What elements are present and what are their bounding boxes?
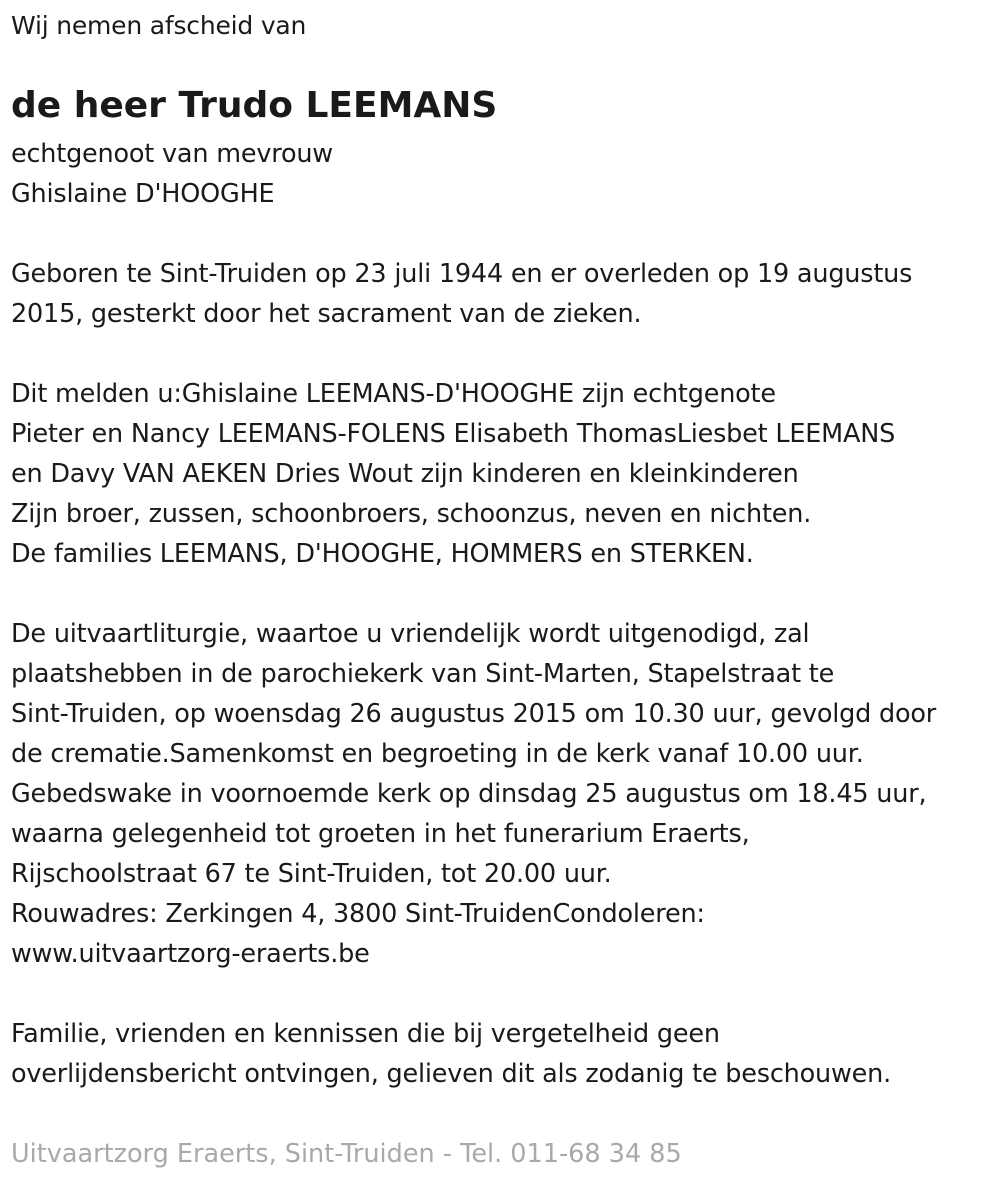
spouse-line: echtgenoot van mevrouw: [11, 139, 333, 169]
announce-line: Dit melden u:Ghislaine LEEMANS-D'HOOGHE zijn echtgenote: [11, 379, 776, 409]
deceased-name: de heer Trudo LEEMANS: [11, 85, 498, 126]
liturgy-line: Rouwadres: Zerkingen 4, 3800 Sint-TruidenCondoleren:: [11, 899, 705, 929]
spouse-block: [11, 134, 333, 214]
family-line: overlijdensbericht ontvingen, gelieven dit als zodanig te beschouwen.: [11, 1059, 892, 1089]
liturgy-block: [11, 614, 936, 974]
birth-line: Geboren te Sint-Truiden op 23 juli 1944 en er overleden op 19 augustus: [11, 259, 913, 289]
liturgy-line: www.uitvaartzorg-eraerts.be: [11, 939, 370, 969]
footer-contact: Uitvaartzorg Eraerts, Sint-Truiden - Tel. 011-68 34 85: [11, 1139, 682, 1169]
liturgy-line: plaatshebben in de parochiekerk van Sint-Marten, Stapelstraat te: [11, 659, 835, 689]
liturgy-line: Gebedswake in voornoemde kerk op dinsdag 25 augustus om 18.45 uur,: [11, 779, 927, 809]
liturgy-line: De uitvaartliturgie, waartoe u vriendelijk wordt uitgenodigd, zal: [11, 619, 810, 649]
spouse-line: Ghislaine D'HOOGHE: [11, 179, 275, 209]
liturgy-line: Rijschoolstraat 67 te Sint-Truiden, tot 20.00 uur.: [11, 859, 612, 889]
announce-line: Pieter en Nancy LEEMANS-FOLENS Elisabeth ThomasLiesbet LEEMANS: [11, 419, 896, 449]
announce-line: Zijn broer, zussen, schoonbroers, schoonzus, neven en nichten.: [11, 499, 812, 529]
family-line: Familie, vrienden en kennissen die bij vergetelheid geen: [11, 1019, 720, 1049]
announce-line: en Davy VAN AEKEN Dries Wout zijn kinderen en kleinkinderen: [11, 459, 799, 489]
family-notice-block: [11, 1014, 891, 1094]
announce-line: De families LEEMANS, D'HOOGHE, HOMMERS en STERKEN.: [11, 539, 754, 569]
liturgy-line: waarna gelegenheid tot groeten in het funerarium Eraerts,: [11, 819, 750, 849]
liturgy-line: Sint-Truiden, op woensdag 26 augustus 2015 om 10.30 uur, gevolgd door: [11, 699, 937, 729]
intro-text: Wij nemen afscheid van: [11, 11, 307, 40]
birth-line: 2015, gesterkt door het sacrament van de zieken.: [11, 299, 642, 329]
birth-death-block: [11, 254, 912, 334]
announcement-block: [11, 374, 895, 574]
liturgy-line: de crematie.Samenkomst en begroeting in de kerk vanaf 10.00 uur.: [11, 739, 864, 769]
